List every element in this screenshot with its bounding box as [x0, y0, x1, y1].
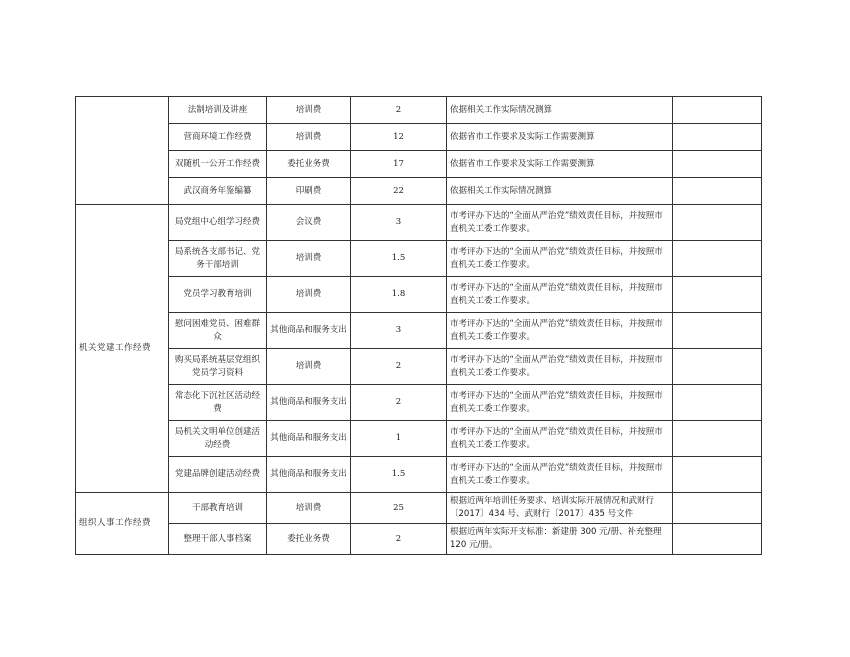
type-cell: 委托业务费: [267, 151, 351, 178]
basis-cell: 依据相关工作实际情况测算: [447, 97, 673, 124]
remark-cell: [673, 349, 762, 385]
amount-cell: 1.8: [351, 277, 447, 313]
item-cell: 慰问困难党员、困难群众: [169, 313, 267, 349]
category-cell: [76, 97, 169, 205]
remark-cell: [673, 151, 762, 178]
remark-cell: [673, 493, 762, 524]
item-cell: 局党组中心组学习经费: [169, 205, 267, 241]
remark-cell: [673, 97, 762, 124]
amount-cell: 12: [351, 124, 447, 151]
type-cell: 培训费: [267, 241, 351, 277]
budget-table: [75, 96, 762, 555]
type-cell: 印刷费: [267, 178, 351, 205]
type-cell: 会议费: [267, 205, 351, 241]
table-row: [76, 457, 762, 493]
item-cell: 党员学习教育培训: [169, 277, 267, 313]
remark-cell: [673, 241, 762, 277]
type-cell: 其他商品和服务支出: [267, 457, 351, 493]
category-cell: 机关党建工作经费: [76, 205, 169, 493]
table-row: [76, 524, 762, 555]
table-row: [76, 205, 762, 241]
basis-cell: 市考评办下达的“全面从严治党”绩效责任目标，并按照市直机关工委工作要求。: [447, 385, 673, 421]
amount-cell: 22: [351, 178, 447, 205]
type-cell: 培训费: [267, 349, 351, 385]
item-cell: 干部教育培训: [169, 493, 267, 524]
remark-cell: [673, 524, 762, 555]
type-cell: 培训费: [267, 493, 351, 524]
item-cell: 武汉商务年鉴编纂: [169, 178, 267, 205]
table-row: [76, 277, 762, 313]
item-cell: 常态化下沉社区活动经费: [169, 385, 267, 421]
amount-cell: 2: [351, 524, 447, 555]
basis-cell: 市考评办下达的“全面从严治党”绩效责任目标，并按照市直机关工委工作要求。: [447, 349, 673, 385]
remark-cell: [673, 421, 762, 457]
amount-cell: 2: [351, 97, 447, 124]
type-cell: 委托业务费: [267, 524, 351, 555]
item-cell: 整理干部人事档案: [169, 524, 267, 555]
type-cell: 培训费: [267, 97, 351, 124]
type-cell: 其他商品和服务支出: [267, 313, 351, 349]
table-row: [76, 385, 762, 421]
type-cell: 培训费: [267, 277, 351, 313]
remark-cell: [673, 205, 762, 241]
table-row: [76, 313, 762, 349]
item-cell: 党建品牌创建活动经费: [169, 457, 267, 493]
amount-cell: 1.5: [351, 241, 447, 277]
basis-cell: 市考评办下达的“全面从严治党”绩效责任目标，并按照市直机关工委工作要求。: [447, 241, 673, 277]
basis-cell: 市考评办下达的“全面从严治党”绩效责任目标，并按照市直机关工委工作要求。: [447, 313, 673, 349]
item-cell: 法制培训及讲座: [169, 97, 267, 124]
basis-cell: 市考评办下达的“全面从严治党”绩效责任目标，并按照市直机关工委工作要求。: [447, 277, 673, 313]
remark-cell: [673, 277, 762, 313]
table-row: [76, 178, 762, 205]
basis-cell: 根据近两年实际开支标准：新建册 300 元/册、补充整理 120 元/册。: [447, 524, 673, 555]
amount-cell: 3: [351, 313, 447, 349]
basis-cell: 依据省市工作要求及实际工作需要测算: [447, 124, 673, 151]
amount-cell: 1: [351, 421, 447, 457]
amount-cell: 2: [351, 349, 447, 385]
item-cell: 购买局系统基层党组织党员学习资料: [169, 349, 267, 385]
amount-cell: 17: [351, 151, 447, 178]
table-row: [76, 124, 762, 151]
table-row: [76, 151, 762, 178]
table-row: [76, 349, 762, 385]
table-row: [76, 421, 762, 457]
basis-cell: 根据近两年培训任务要求、培训实际开展情况和武财行〔2017〕434 号、武财行〔2017〕435 号文件: [447, 493, 673, 524]
item-cell: 局系统各支部书记、党务干部培训: [169, 241, 267, 277]
remark-cell: [673, 313, 762, 349]
item-cell: 局机关文明单位创建活动经费: [169, 421, 267, 457]
basis-cell: 依据相关工作实际情况测算: [447, 178, 673, 205]
basis-cell: 市考评办下达的“全面从严治党”绩效责任目标，并按照市直机关工委工作要求。: [447, 205, 673, 241]
amount-cell: 3: [351, 205, 447, 241]
basis-cell: 市考评办下达的“全面从严治党”绩效责任目标，并按照市直机关工委工作要求。: [447, 457, 673, 493]
amount-cell: 2: [351, 385, 447, 421]
type-cell: 培训费: [267, 124, 351, 151]
table-row: [76, 97, 762, 124]
remark-cell: [673, 178, 762, 205]
basis-cell: 依据省市工作要求及实际工作需要测算: [447, 151, 673, 178]
table-row: [76, 493, 762, 524]
category-cell: 组织人事工作经费: [76, 493, 169, 555]
amount-cell: 1.5: [351, 457, 447, 493]
item-cell: 双随机一公开工作经费: [169, 151, 267, 178]
table-row: [76, 241, 762, 277]
remark-cell: [673, 124, 762, 151]
amount-cell: 25: [351, 493, 447, 524]
type-cell: 其他商品和服务支出: [267, 385, 351, 421]
remark-cell: [673, 385, 762, 421]
basis-cell: 市考评办下达的“全面从严治党”绩效责任目标，并按照市直机关工委工作要求。: [447, 421, 673, 457]
type-cell: 其他商品和服务支出: [267, 421, 351, 457]
remark-cell: [673, 457, 762, 493]
item-cell: 营商环境工作经费: [169, 124, 267, 151]
